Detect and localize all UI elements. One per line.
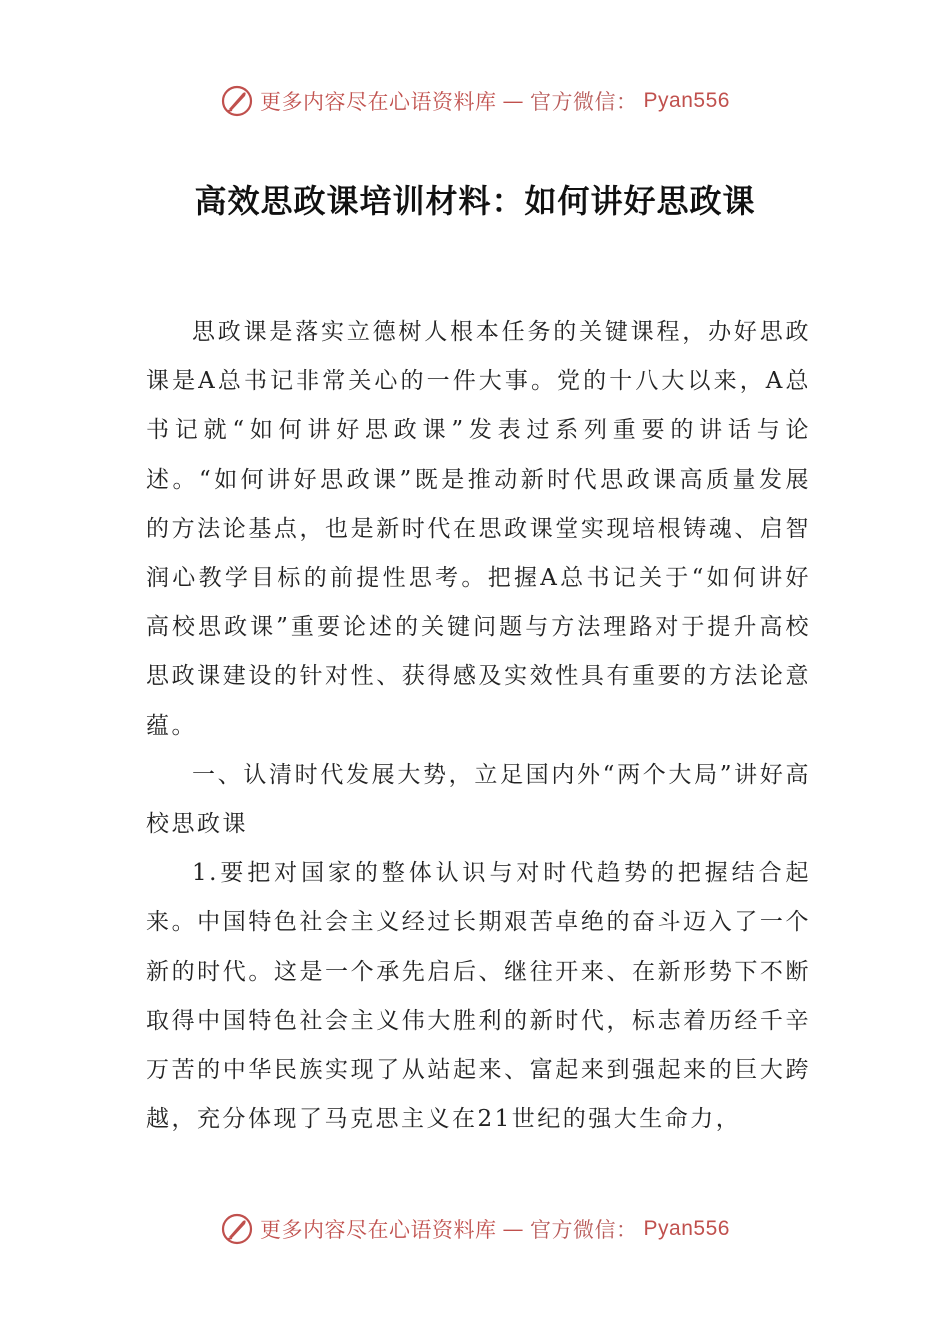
body-paragraph: 1.要把对国家的整体认识与对时代趋势的把握结合起来。中国特色社会主义经过长期艰苦卓绝的奋斗迈入了一个新的时代。这是一个承先启后、继往开来、在新形势下不断取得中国特色社会主义伟大胜利的新时代，标志着历经千辛万苦的中华民族实现了从站起来、富起来到强起来的巨大跨越，充分体现了马克思主义在21世纪的强大生命力， (146, 860, 811, 1133)
watermark-separator: — (502, 1217, 525, 1241)
watermark-wechat-label: 官方微信： (530, 90, 638, 114)
watermark-brand: 更多内容尽在心语资料库 (260, 1218, 497, 1242)
quill-pen-icon (220, 1212, 254, 1246)
quill-pen-icon (220, 84, 254, 118)
footer-watermark (0, 1212, 950, 1246)
watermark-brand: 更多内容尽在心语资料库 (260, 90, 497, 114)
watermark-wechat-id: Pyan556 (643, 1217, 730, 1240)
body-paragraph: 思政课是落实立德树人根本任务的关键课程，办好思政课是A总书记非常关心的一件大事。党的十八大以来，A总书记就“如何讲好思政课”发表过系列重要的讲话与论述。“如何讲好思政课”既是推动新时代思政课高质量发展的方法论基点，也是新时代在思政课堂实现培根铸魂、启智润心教学目标的前提性思考。把握A总书记关于“如何讲好高校思政课”重要论述的关键问题与方法理路对于提升高校思政课建设的针对性、获得感及实效性具有重要的方法论意蕴。 (146, 319, 811, 739)
document-title: 高效思政课培训材料：如何讲好思政课 (194, 182, 756, 220)
watermark-wechat-label: 官方微信： (530, 1218, 638, 1242)
document-body (146, 308, 811, 1144)
section-heading: 一、认清时代发展大势，立足国内外“两个大局”讲好高校思政课 (146, 761, 811, 838)
watermark-wechat-id: Pyan556 (643, 89, 730, 112)
watermark-separator: — (502, 89, 525, 113)
header-watermark (0, 84, 950, 118)
